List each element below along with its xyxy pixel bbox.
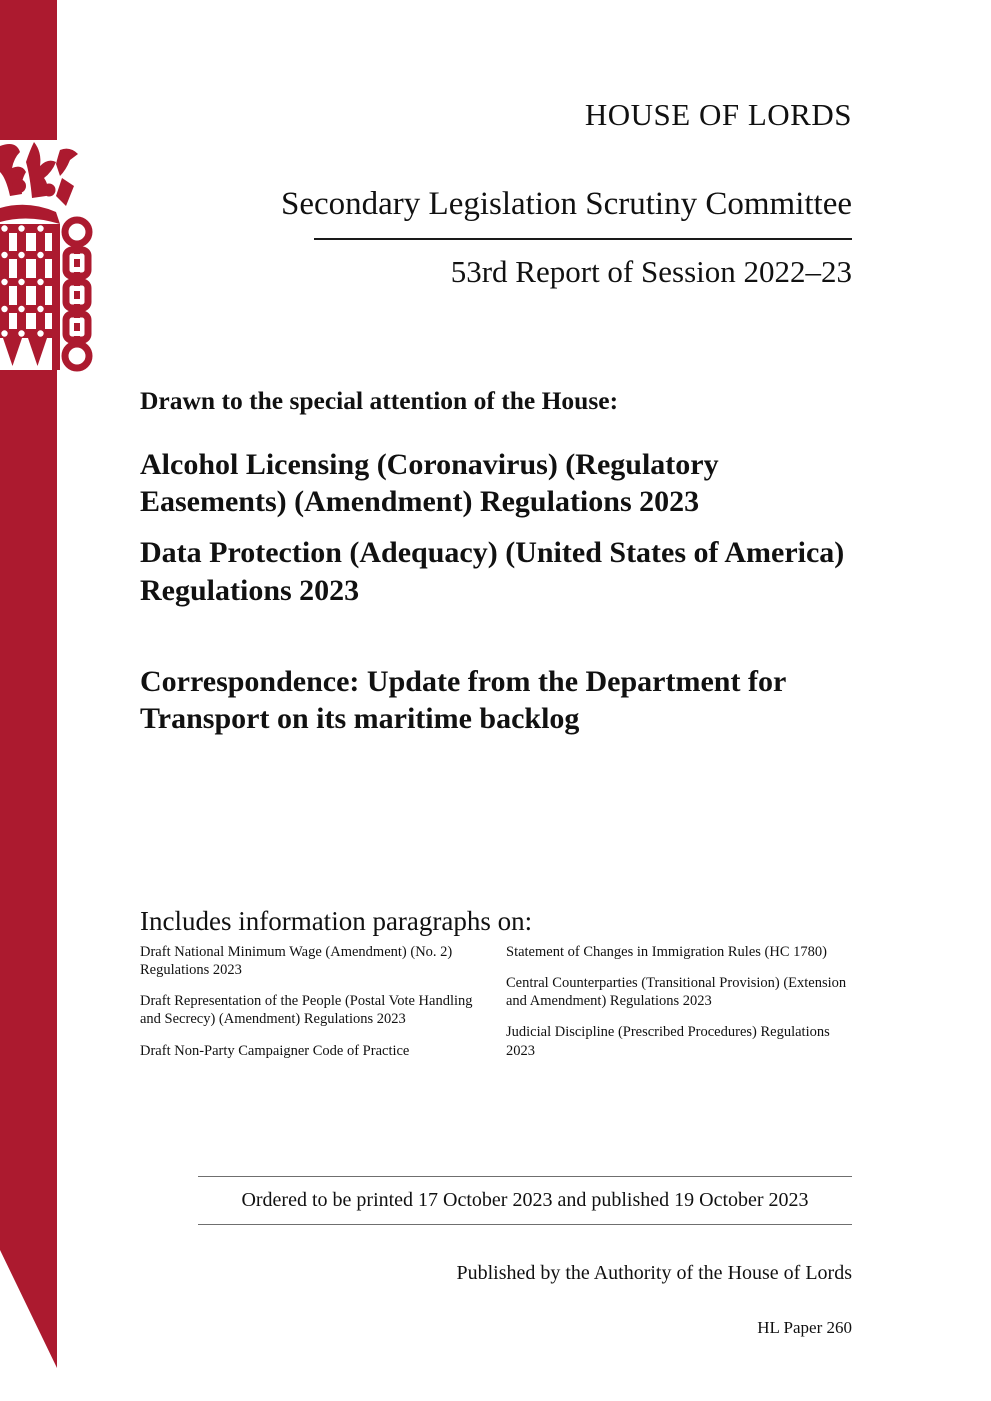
information-column-left [140,943,486,1060]
drawn-to-attention-heading: Drawn to the special attention of the House: [140,386,619,415]
list-item: Draft Non-Party Campaigner Code of Practice [140,1042,410,1059]
list-item: Judicial Discipline (Prescribed Procedures) Regulations 2023 [506,1024,830,1059]
committee-name: Secondary Legislation Scrutiny Committee [281,186,852,223]
footer-bottom-rule [198,1224,852,1225]
drawn-to-attention-section [140,385,860,609]
published-by-line: Published by the Authority of the House of Lords [456,1262,852,1284]
paper-number: HL Paper 260 [757,1318,852,1337]
list-item: Statement of Changes in Immigration Rules (HC 1780) [506,944,827,960]
cover-footer [198,1176,852,1338]
drawn-item-title: Data Protection (Adequacy) (United States of America) Regulations 2023 [140,536,845,607]
information-column-right [506,943,852,1060]
house-of-lords-title: HOUSE OF LORDS [584,97,852,132]
information-paragraphs-columns [140,943,852,1060]
ordered-to-be-printed-line: Ordered to be printed 17 October 2023 and published 19 October 2023 [241,1189,809,1211]
list-item: Draft National Minimum Wage (Amendment) (No. 2) Regulations 2023 [140,944,453,979]
includes-information-heading: Includes information paragraphs on: [140,906,533,936]
header-divider-rule [314,238,852,240]
correspondence-heading: Correspondence: Update from the Department for Transport on its maritime backlog [140,665,786,736]
cover-header [140,96,852,290]
drawn-item-title: Alcohol Licensing (Coronavirus) (Regulatory Easements) (Amendment) Regulations 2023 [140,448,719,519]
report-session-line: 53rd Report of Session 2022–23 [450,253,852,289]
list-item: Draft Representation of the People (Postal Vote Handling and Secrecy) (Amendment) Regulations 2023 [140,993,473,1028]
list-item: Central Counterparties (Transitional Provision) (Extension and Amendment) Regulations 2023 [506,975,847,1010]
